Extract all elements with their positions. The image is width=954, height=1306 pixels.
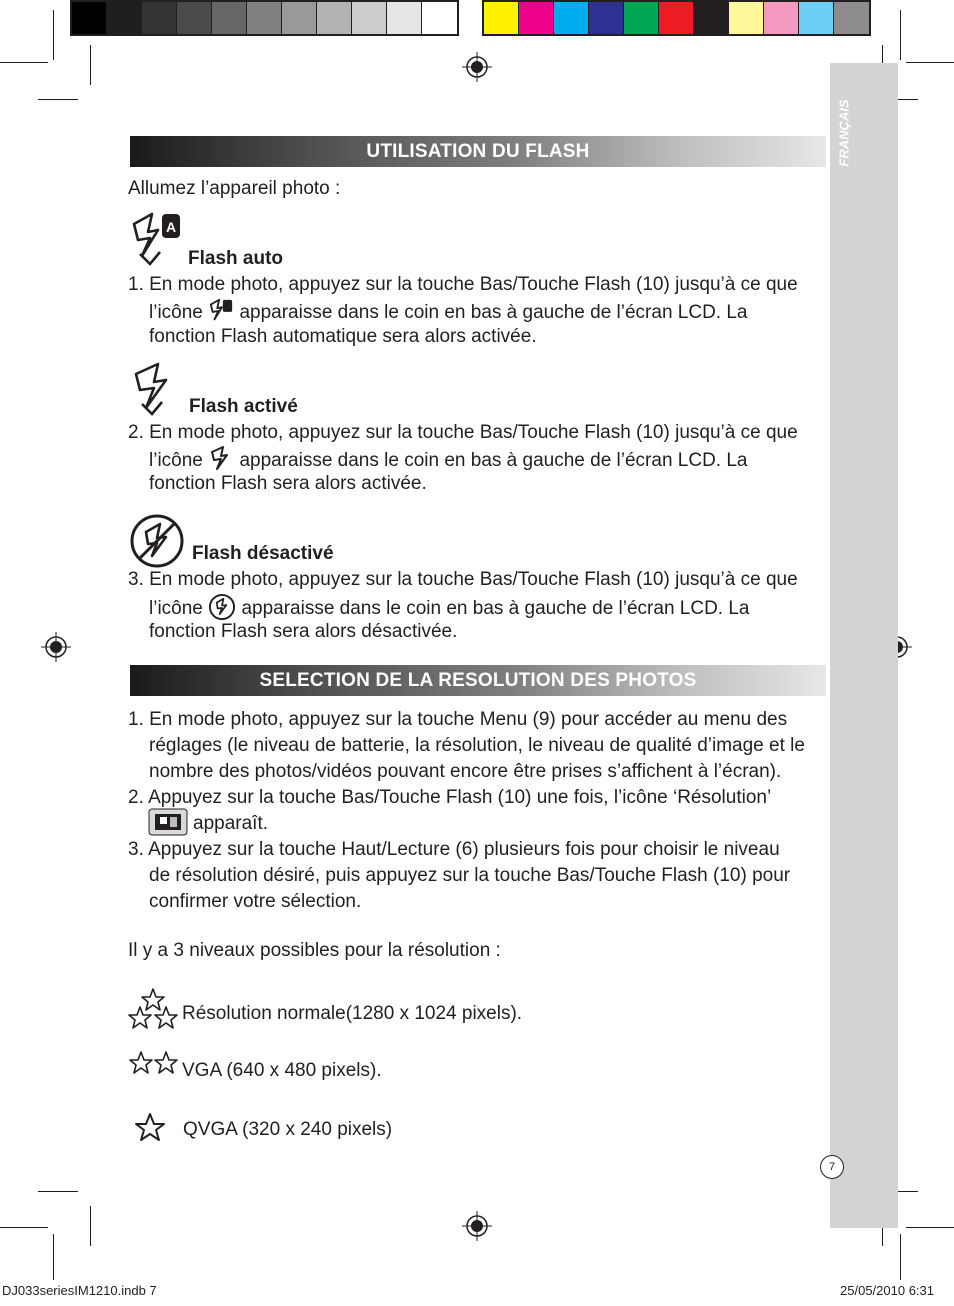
two-stars-icon bbox=[128, 1050, 180, 1076]
icon-prefix-text: l’icône bbox=[149, 598, 203, 619]
crop-mark bbox=[906, 62, 954, 63]
flash-auto-line2 bbox=[149, 298, 748, 326]
crop-mark bbox=[90, 1206, 91, 1246]
color-swatch bbox=[177, 2, 212, 34]
color-swatch bbox=[142, 2, 177, 34]
flash-on-line3: fonction Flash sera alors activée. bbox=[149, 473, 427, 494]
color-swatch bbox=[352, 2, 387, 34]
color-swatch bbox=[589, 2, 624, 34]
registration-mark-icon bbox=[41, 632, 71, 662]
levels-intro: Il y a 3 niveaux possibles pour la résolution : bbox=[128, 940, 501, 961]
flash-off-line3: fonction Flash sera alors désactivée. bbox=[149, 621, 458, 642]
language-sidebar bbox=[830, 63, 898, 1228]
svg-text:A: A bbox=[165, 219, 177, 235]
color-swatch bbox=[72, 2, 107, 34]
color-swatch bbox=[729, 2, 764, 34]
resolution-line: 2. Appuyez sur la touche Bas/Touche Flash (10) une fois, l’icône ‘Résolution’ bbox=[128, 787, 772, 808]
resolution-line: de résolution désiré, puis appuyez sur la touche Bas/Touche Flash (10) pour bbox=[149, 865, 791, 886]
color-swatch bbox=[107, 2, 142, 34]
process-color-bar bbox=[482, 0, 871, 36]
flash-off-line2 bbox=[149, 593, 750, 622]
flash-on-title: Flash activé bbox=[189, 396, 298, 417]
flash-auto-title: Flash auto bbox=[188, 248, 284, 269]
footer-filename: DJ033seriesIM1210.indb 7 bbox=[2, 1283, 157, 1298]
flash-auto-line3: fonction Flash automatique sera alors activée. bbox=[149, 326, 537, 347]
crop-mark bbox=[900, 1234, 901, 1280]
grayscale-color-bar bbox=[70, 0, 459, 36]
crop-mark bbox=[0, 1227, 48, 1228]
resolution-line: confirmer votre sélection. bbox=[149, 891, 362, 912]
flash-off-icon bbox=[208, 593, 236, 621]
page-number: 7 bbox=[820, 1155, 844, 1179]
color-swatch bbox=[484, 2, 519, 34]
color-swatch bbox=[282, 2, 317, 34]
crop-mark bbox=[53, 1234, 54, 1280]
crop-mark bbox=[90, 45, 91, 85]
language-label: FRANÇAIS bbox=[836, 99, 852, 167]
color-swatch bbox=[422, 2, 457, 34]
icon-suffix-text: apparaisse dans le coin en bas à gauche de l’écran LCD. La bbox=[239, 302, 748, 323]
crop-mark bbox=[0, 62, 48, 63]
flash-on-line2 bbox=[149, 445, 748, 474]
three-stars-icon bbox=[128, 987, 178, 1031]
resolution-line: réglages (le niveau de batterie, la résolution, le niveau de qualité d’image et le bbox=[149, 735, 805, 756]
crop-mark bbox=[900, 10, 901, 60]
flash-auto-icon bbox=[128, 210, 184, 266]
section-header-flash: UTILISATION DU FLASH bbox=[130, 136, 826, 167]
crop-mark bbox=[53, 10, 54, 60]
color-swatch bbox=[694, 2, 729, 34]
flash-off-icon bbox=[128, 512, 186, 570]
color-swatch bbox=[624, 2, 659, 34]
resolution-line: nombre des photos/vidéos pouvant encore être prises s’affichent à l’écran). bbox=[149, 761, 782, 782]
resolution-line: apparaît. bbox=[193, 813, 268, 834]
resolution-line: 3. Appuyez sur la touche Haut/Lecture (6) plusieurs fois pour choisir le niveau bbox=[128, 839, 780, 860]
resolution-icon bbox=[148, 808, 188, 836]
level-label: Résolution normale(1280 x 1024 pixels). bbox=[182, 1003, 523, 1024]
resolution-line: 1. En mode photo, appuyez sur la touche Menu (9) pour accéder au menu des bbox=[128, 709, 788, 730]
crop-mark bbox=[38, 99, 78, 100]
color-swatch bbox=[764, 2, 799, 34]
crop-mark bbox=[906, 1227, 954, 1228]
intro-text: Allumez l’appareil photo : bbox=[128, 178, 341, 199]
flash-off-line1: 3. En mode photo, appuyez sur la touche Bas/Touche Flash (10) jusqu’à ce que bbox=[128, 569, 798, 590]
level-label: VGA (640 x 480 pixels). bbox=[182, 1060, 382, 1081]
color-swatch bbox=[212, 2, 247, 34]
icon-suffix-text: apparaisse dans le coin en bas à gauche de l’écran LCD. La bbox=[241, 598, 750, 619]
color-swatch bbox=[519, 2, 554, 34]
section-header-resolution: SELECTION DE LA RESOLUTION DES PHOTOS bbox=[130, 665, 826, 696]
icon-prefix-text: l’icône bbox=[149, 302, 203, 323]
color-swatch bbox=[247, 2, 282, 34]
footer-date: 25/05/2010 6:31 bbox=[840, 1283, 934, 1298]
level-label: QVGA (320 x 240 pixels) bbox=[183, 1119, 393, 1140]
color-swatch bbox=[554, 2, 589, 34]
icon-suffix-text: apparaisse dans le coin en bas à gauche de l’écran LCD. La bbox=[239, 450, 748, 471]
flash-auto-line1: 1. En mode photo, appuyez sur la touche Bas/Touche Flash (10) jusqu’à ce que bbox=[128, 274, 798, 295]
language-tab bbox=[830, 63, 858, 203]
registration-mark-icon bbox=[462, 1211, 492, 1241]
color-swatch bbox=[387, 2, 422, 34]
flash-on-icon bbox=[208, 445, 234, 473]
flash-off-title: Flash désactivé bbox=[192, 543, 334, 564]
color-swatch bbox=[799, 2, 834, 34]
crop-mark bbox=[38, 1191, 78, 1192]
flash-auto-icon bbox=[208, 298, 234, 324]
flash-on-line1: 2. En mode photo, appuyez sur la touche Bas/Touche Flash (10) jusqu’à ce que bbox=[128, 422, 798, 443]
color-swatch bbox=[317, 2, 352, 34]
color-swatch bbox=[834, 2, 869, 34]
color-swatch bbox=[659, 2, 694, 34]
icon-prefix-text: l’icône bbox=[149, 450, 203, 471]
registration-mark-icon bbox=[462, 52, 492, 82]
flash-on-icon bbox=[128, 360, 180, 416]
one-star-icon bbox=[134, 1112, 166, 1142]
